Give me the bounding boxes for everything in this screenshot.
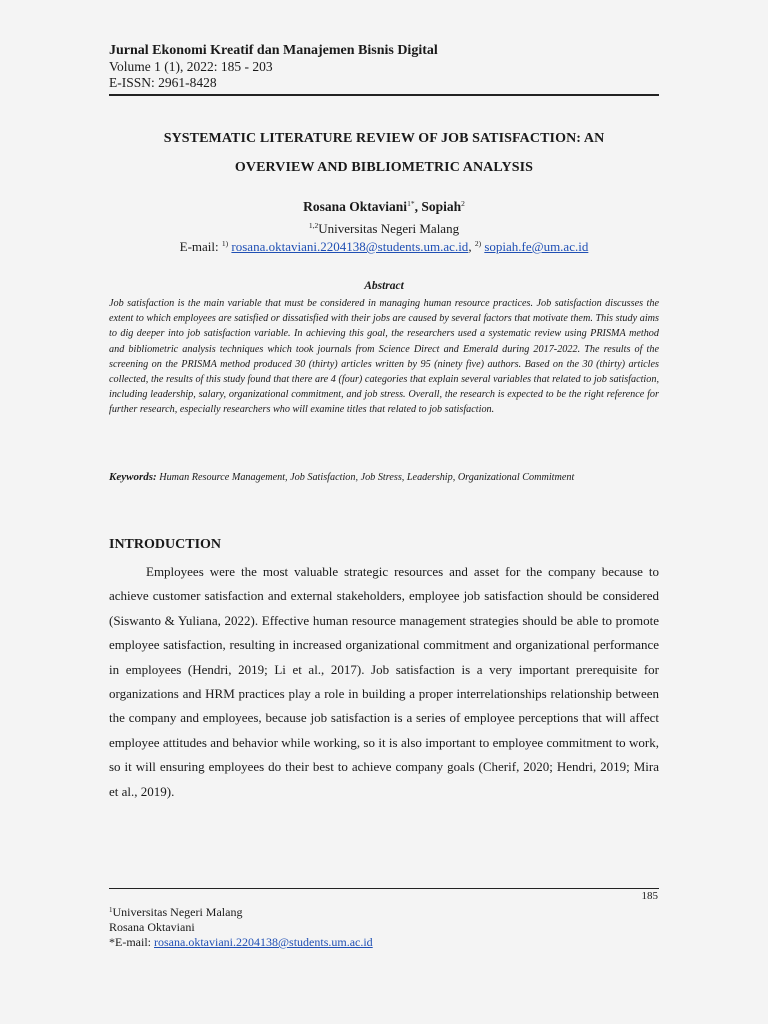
email-1-marker: 1)	[221, 239, 229, 248]
email-separator: ,	[468, 239, 475, 254]
journal-header	[109, 43, 659, 91]
abstract-heading: Abstract	[364, 280, 404, 292]
footnote-affiliation-text: Universitas Negeri Malang	[112, 905, 243, 919]
paper-title	[109, 124, 659, 182]
author-emails	[109, 239, 659, 255]
author-1: Rosana Oktaviani	[303, 199, 408, 214]
email-1-link[interactable]: rosana.oktaviani.2204138@students.um.ac.id	[231, 239, 469, 254]
author-list	[109, 199, 659, 215]
title-line-1: SYSTEMATIC LITERATURE REVIEW OF JOB SATISFACTION: AN	[163, 131, 605, 146]
email-2-marker: 2)	[474, 239, 482, 248]
email-label: E-mail:	[179, 239, 222, 254]
footnote-divider	[109, 888, 659, 889]
footnotes	[109, 905, 659, 950]
introduction-heading: INTRODUCTION	[109, 537, 222, 552]
abstract-body: Job satisfaction is the main variable that must be considered in managing human resource practices. Job satisfaction discusses the extent to which employees are satisfied or dissatisfied with their jobs are caused by several factors that motivate them. This study aims to dig deeper into job satisfaction variable. In achieving this goal, the researchers used a systematic review using PRISMA method and bibliometric analysis techniques which took journals from Science Direct and Emerald during 2017-2022. The results of the screening on the PRISMA method produced 30 (thirty) articles written by 95 (ninety five) authors. Based on the 30 (thirty) articles collected, the results of this study found that there are 4 (four) categories that explain several variables that related to job satisfaction, including leadership, salary, organizational commitment, and job stress. Overall, the research is expected to be the right reference for further research, especially researchers who will examine titles that related to job satisfaction.	[109, 298, 659, 416]
author-1-marker: 1*	[407, 199, 415, 208]
introduction-body: Employees were the most valuable strategic resources and asset for the company because to achieve customer satisfaction and external stakeholders, employee job satisfaction should be considered (Siswanto & Yuliana, 2022). Effective human resource management strategies should be able to promote employee satisfaction, resulting in increased organizational commitment and organizational performance in employees (Hendri, 2019; Li et al., 2017). Job satisfaction is a very important prerequisite for organizations and HRM practices play a role in building a proper interrelationships relationship between the company and employees, because job satisfaction is a series of employee perceptions that will affect employee attitudes and behavior while working, so it is also important to employee commitment to work, so it will ensuring employees do their best to achieve company goals (Cherif, 2020; Hendri, 2019; Mira et al., 2019).	[109, 564, 659, 799]
email-2-link[interactable]: sopiah.fe@um.ac.id	[484, 239, 589, 254]
affiliation-marker: 1,2	[308, 221, 319, 230]
affiliation-name: Universitas Negeri Malang	[318, 221, 460, 236]
page-number: 185	[641, 890, 658, 902]
author-separator: ,	[414, 199, 422, 214]
title-line-2: OVERVIEW AND BIBLIOMETRIC ANALYSIS	[234, 160, 534, 175]
footnote-email	[109, 935, 659, 950]
author-2-marker: 2	[461, 199, 465, 208]
footnote-affiliation	[109, 905, 659, 920]
author-2: Sopiah	[421, 199, 462, 214]
keywords	[109, 470, 669, 485]
journal-volume: Volume 1 (1), 2022: 185 - 203	[109, 59, 273, 74]
footnote-author: Rosana Oktaviani	[109, 920, 195, 934]
footnote-email-link[interactable]: rosana.oktaviani.2204138@students.um.ac.id	[154, 935, 373, 949]
affiliation	[109, 221, 659, 237]
keywords-label: Keywords:	[109, 471, 157, 483]
footnote-marker: 1	[109, 906, 113, 914]
keywords-text: Human Resource Management, Job Satisfaction, Job Stress, Leadership, Organizational Commitment	[156, 472, 575, 483]
header-divider	[109, 94, 659, 96]
journal-issn: E-ISSN: 2961-8428	[109, 75, 217, 90]
journal-name: Jurnal Ekonomi Kreatif dan Manajemen Bisnis Digital	[109, 43, 438, 58]
footnote-email-label: *E-mail:	[109, 935, 154, 949]
